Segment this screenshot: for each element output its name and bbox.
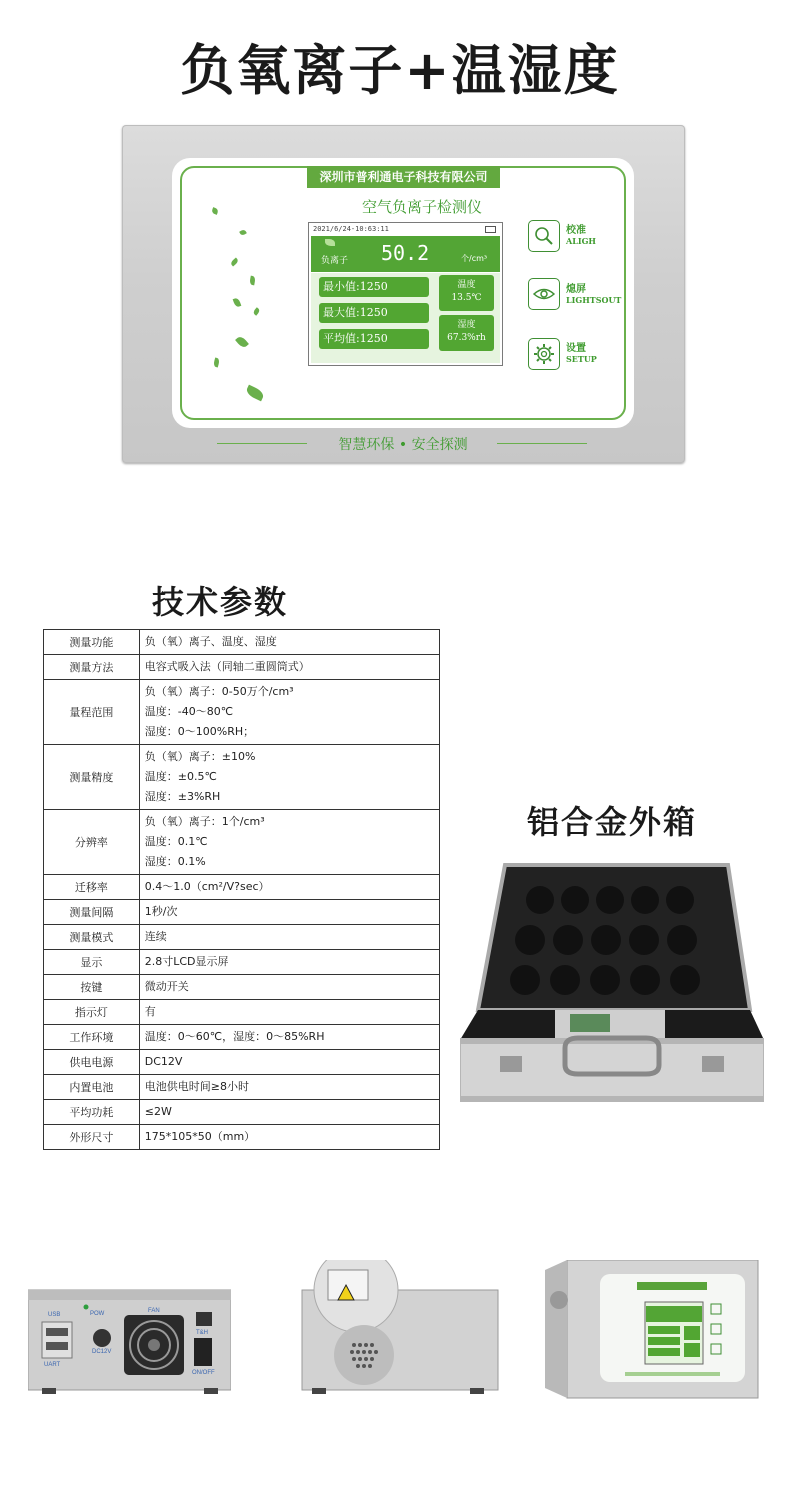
spec-value: [139, 925, 439, 950]
spec-value: [139, 900, 439, 925]
avg-value: 1250: [359, 332, 388, 345]
spec-key: 供电电源: [44, 1050, 140, 1075]
spec-value-line: 1秒/次: [144, 905, 178, 918]
spec-key: 平均功耗: [44, 1100, 140, 1125]
calibrate-label-cn: 校准: [566, 225, 586, 236]
setup-label: [566, 339, 597, 364]
ion-reading-bar: [311, 236, 500, 272]
spec-value-line: 温度：0～60℃，湿度：0～85%RH: [144, 1030, 325, 1043]
spec-value: [139, 1075, 439, 1100]
spec-value-line: 2.8寸LCD显示屏: [144, 955, 229, 968]
max-value-box: [319, 303, 429, 323]
specs-table: [43, 629, 440, 1150]
spec-key: 测量功能: [44, 630, 140, 655]
table-row: [44, 975, 440, 1000]
min-label: 最小值:: [323, 280, 360, 293]
screen-datetime: 2021/6/24-10:63:11: [313, 225, 389, 233]
specs-title: 技术参数: [152, 583, 289, 621]
slogan-divider-right: [497, 443, 587, 444]
spec-value: [139, 1125, 439, 1150]
spec-value: [139, 810, 439, 875]
spec-key: 测量精度: [44, 745, 140, 810]
search-icon: [529, 221, 559, 251]
spec-value: [139, 1025, 439, 1050]
temperature-value: 13.5℃: [451, 293, 482, 303]
page-title: 负氧离子+温湿度: [180, 39, 620, 102]
device-glass-panel: [172, 158, 634, 453]
calibrate-label: [566, 221, 596, 246]
setup-button[interactable]: [528, 338, 560, 370]
humidity-value: 67.3%rh: [447, 333, 486, 343]
battery-icon: [485, 226, 496, 233]
temperature-box: [439, 275, 494, 311]
table-row: [44, 900, 440, 925]
spec-value-line: 湿度：0～100%RH；: [144, 725, 255, 738]
humidity-box: [439, 315, 494, 351]
leaf-icon: [325, 239, 335, 246]
spec-value: [139, 1000, 439, 1025]
spec-value: [139, 975, 439, 1000]
temperature-label: 温度: [457, 280, 476, 290]
spec-key: 量程范围: [44, 680, 140, 745]
spec-key: 按键: [44, 975, 140, 1000]
aluminum-case-image: [460, 860, 764, 1105]
spec-value-line: 温度：-40～80℃: [144, 705, 234, 718]
min-value: 1250: [359, 280, 388, 293]
spec-value-line: 负（氧）离子、温度、湿度: [144, 635, 277, 648]
max-value: 1250: [359, 306, 388, 319]
ion-value: 50.2: [381, 241, 430, 265]
spec-key: 分辨率: [44, 810, 140, 875]
dc-label: DC12V: [92, 1349, 112, 1355]
side-sensor-photo: [298, 1260, 502, 1405]
table-row: [44, 925, 440, 950]
table-row: [44, 1050, 440, 1075]
front-device-photo: [545, 1260, 760, 1405]
instrument-name: 空气负离子检测仪: [361, 198, 482, 216]
th-label: T&H: [196, 1330, 208, 1336]
lcd-screen: [308, 222, 503, 366]
spec-value: [139, 680, 439, 745]
stats-area: [311, 273, 500, 363]
spec-value-line: 微动开关: [144, 980, 189, 993]
table-row: [44, 655, 440, 680]
rear-panel-photo: [28, 1260, 231, 1405]
spec-value-line: 电池供电时间≥8小时: [144, 1080, 249, 1093]
humidity-label: 湿度: [457, 320, 476, 330]
spec-key: 外形尺寸: [44, 1125, 140, 1150]
slogan: 智慧环保 • 安全探测: [338, 437, 468, 453]
spec-key: 测量模式: [44, 925, 140, 950]
device-front-panel: [122, 125, 685, 463]
spec-value-line: 有: [144, 1005, 156, 1018]
gear-icon: [529, 339, 559, 369]
spec-value-line: 湿度：±3%RH: [144, 790, 221, 803]
min-value-box: [319, 277, 429, 297]
ion-label: 负离子: [321, 256, 349, 266]
spec-value-line: 连续: [144, 930, 167, 943]
spec-key: 迁移率: [44, 875, 140, 900]
setup-label-en: SETUP: [566, 354, 597, 364]
table-row: [44, 680, 440, 745]
table-row: [44, 875, 440, 900]
usb-label: USB: [48, 1312, 61, 1318]
spec-value-line: 175*105*50（mm）: [144, 1130, 256, 1143]
spec-value: [139, 745, 439, 810]
table-row: [44, 1125, 440, 1150]
spec-value: [139, 1100, 439, 1125]
spec-value-line: DC12V: [144, 1055, 183, 1068]
case-title: 铝合金外箱: [527, 803, 698, 841]
table-row: [44, 1100, 440, 1125]
spec-value-line: 负（氧）离子：0-50万个/cm³: [144, 685, 294, 698]
eye-icon: [529, 279, 559, 309]
side-sensor-illustration: [298, 1260, 502, 1405]
max-label: 最大值:: [323, 306, 360, 319]
table-row: [44, 950, 440, 975]
spec-value-line: 电容式吸入法（同轴二重圆筒式）: [144, 660, 310, 673]
lightsout-button[interactable]: [528, 278, 560, 310]
lightsout-label: [566, 280, 621, 305]
spec-value: [139, 655, 439, 680]
spec-key: 显示: [44, 950, 140, 975]
table-row: [44, 745, 440, 810]
spec-value-line: 湿度：0.1%: [144, 855, 206, 868]
uart-label: UART: [44, 1362, 61, 1368]
table-row: [44, 630, 440, 655]
spec-value-line: 温度：0.1℃: [144, 835, 208, 848]
table-row: [44, 1000, 440, 1025]
calibrate-button[interactable]: [528, 220, 560, 252]
table-row: [44, 810, 440, 875]
ion-unit: 个/cm³: [461, 254, 488, 263]
avg-value-box: [319, 329, 429, 349]
pow-label: POW: [90, 1311, 105, 1317]
table-row: [44, 1075, 440, 1100]
spec-value: [139, 875, 439, 900]
spec-value-line: ≤2W: [144, 1105, 172, 1118]
spec-value: [139, 630, 439, 655]
company-name: 深圳市普利通电子科技有限公司: [307, 166, 500, 188]
spec-key: 测量方法: [44, 655, 140, 680]
spec-value-line: 温度：±0.5℃: [144, 770, 217, 783]
spec-value: [139, 950, 439, 975]
fan-label: FAN: [148, 1308, 160, 1314]
lightsout-label-en: LIGHTSOUT: [566, 295, 622, 305]
avg-label: 平均值:: [323, 332, 360, 345]
spec-key: 工作环境: [44, 1025, 140, 1050]
front-device-illustration: [545, 1260, 760, 1405]
spec-value-line: 负（氧）离子：±10%: [144, 750, 256, 763]
rear-panel-illustration: [28, 1260, 231, 1405]
spec-value: [139, 1050, 439, 1075]
aluminum-case-illustration: [460, 860, 764, 1105]
calibrate-label-en: ALIGH: [566, 236, 596, 246]
setup-label-cn: 设置: [566, 343, 586, 354]
spec-key: 内置电池: [44, 1075, 140, 1100]
spec-key: 测量间隔: [44, 900, 140, 925]
table-row: [44, 1025, 440, 1050]
lightsout-label-cn: 熄屏: [566, 284, 586, 295]
spec-key: 指示灯: [44, 1000, 140, 1025]
spec-value-line: 0.4～1.0（cm²/V?sec）: [144, 880, 270, 893]
spec-value-line: 负（氧）离子：1个/cm³: [144, 815, 265, 828]
onoff-label: ON/OFF: [192, 1370, 215, 1376]
